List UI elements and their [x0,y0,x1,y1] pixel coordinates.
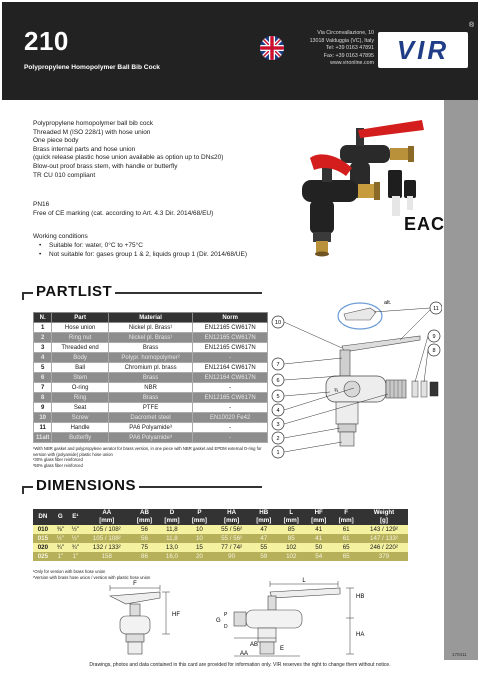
table-row: 1 Hose union Nickel pl. Brass¹ EN12165 CW617N [34,323,268,333]
dim-label-ab: AB [250,642,259,648]
table-row: 4 Body Polypr. homopolymer² - [34,353,268,363]
dim-label-f: F [133,581,137,587]
butterfly-handle-icon [344,308,376,320]
partlist-title: PARTLIST [33,283,115,300]
table-row: 2 Ring nut Nickel pl. Brass¹ EN12165 CW617N [34,333,268,343]
col-header: N. [34,313,52,323]
table-row: 020 ¾" ¾" 132 / 133² 75 13,0 15 77 / 74² 55 102 50 65 246 / 220² [33,543,408,552]
dim-label-l: L [302,578,306,584]
table-row: 6 Stem Brass EN12164 CW617N [34,373,268,383]
website-link[interactable]: www.vironline.com [330,60,374,67]
dim-label-aa: AA [240,651,249,657]
product-subtitle: Polypropylene Homopolymer Ball Bib Cock [24,64,160,71]
table-row: 9 Seat PTFE - [34,403,268,413]
company-address: Via Circonvallazione, 10 13018 Valduggia (VC), Italy Tel: +39 0163 47891 Fax: +39 0163 47895 www.vironline.com [292,30,374,68]
col-header: Norm [193,313,268,323]
document-code: 170411 [452,652,467,657]
callout-10: 10 [274,320,282,326]
vir-logo: VIR [378,32,468,68]
lever-handle-drawing [342,336,420,352]
callout-2: 2 [276,436,280,442]
col-header: Part [52,313,108,323]
table-row: 025 1" 1" 158 86 16,0 20 90 59 102 54 65 379 [33,552,408,561]
callout-8: 8 [432,348,436,354]
eac-mark: EAC [404,214,446,234]
callout-7: 7 [276,362,280,368]
section-drawing [270,296,442,464]
col-header: Material [108,313,192,323]
callout-4: 4 [276,408,280,414]
footer-disclaimer: Drawings, photos and data contained in this card are provided for information only. VIR reserves the right to change them without notice. [89,662,391,668]
table-row: 3 Threaded end Brass EN12165 CW617N [34,343,268,353]
partlist-table [33,312,268,443]
working-conditions: Working conditions • Suitable for: water, 0°C to +75°C • Not suitable for: gases group 1 & 2, liquids group 1 (Dir. 2014/68/UE) [33,232,247,259]
callout-3: 3 [276,422,280,428]
table-row: 5 Ball Chromium pl. brass EN12164 CW617N [34,363,268,373]
table-row: 015 ½" ½" 105 / 108² 56 11,8 10 55 / 56² 47 85 41 61 147 / 133² [33,534,408,543]
table-row: 010 ⅜" ½" 105 / 108² 56 11,8 10 55 / 56² 47 85 41 61 143 / 129² [33,525,408,534]
dim-label-d: D [224,624,228,630]
plastic-hose-union [388,170,416,216]
alt-label: alt. [384,300,392,306]
pressure-rating: PN16 Free of CE marking (cat. according to Art. 4.3 Dir. 2014/68/EU) [33,201,214,217]
stem-drawing [340,350,350,376]
callout-9: 9 [432,334,436,340]
table-row: 11 Handle PA6 Polyamide³ - [34,423,268,433]
dimensions-table [33,509,408,561]
registered-mark: ® [469,22,475,29]
callout-5: 5 [276,394,280,400]
product-photo [280,110,440,270]
size-marking: ¾ [334,388,339,394]
partlist-notes: ¹With NBR gasket and polypropylene aerator for brass version, in one piece with NBR gasket and EPDM external O-ring for version with (polyamide) plastic hose union ²30% glass fiber reinforced ³50% glass fiber reinforced [33,446,262,468]
table-row: 10 Screw Dacromet steel EN10020 Fe42 [34,413,268,423]
threaded-end-drawing [386,380,406,398]
table-row: 8 Ring Brass EN12165 CW617N [34,393,268,403]
model-number: 210 [24,26,69,56]
product-description: Polypropylene homopolymer ball bib cock Threaded M (ISO 228/1) with hose union One piece body Brass internal parts and hose union (quick release plastic hose union available as option up to DN≤20) Blow-out proof brass stem, with handle or butterfly TR CU 010 compliant [33,120,224,179]
partlist-header-row [34,313,268,323]
dimension-drawing-side [210,576,370,662]
dimension-drawing-front [96,578,196,660]
dimensions-title: DIMENSIONS [33,477,139,494]
dimensions-header-row: DN G E¹ AA [mm] AB [mm] D [mm] P [mm] HA [mm] HB [mm] L [mm] HF [mm] F [mm] Weight [g] [33,509,408,525]
dim-label-hb: HB [356,594,365,600]
uk-flag-icon[interactable] [260,36,284,60]
ball-drawing [344,381,360,397]
dim-label-e: E [280,646,285,652]
callout-11: 11 [433,306,439,312]
callout-6: 6 [276,378,280,384]
callout-1: 1 [276,450,280,456]
table-row: 7 O-ring NBR - [34,383,268,393]
dimensions-notes: ¹Only for version with brass hose union ²Version with brass hose union / version with plastic hose union [33,569,151,580]
side-grey-bar [444,100,478,660]
dim-label-p: P [224,612,228,618]
table-row: 11alt Butterfly PA6 Polyamide³ - [34,433,268,443]
header-bar [2,2,478,100]
dim-label-ha: HA [356,632,365,638]
dim-label-hf: HF [172,612,180,618]
dim-label-g: G [216,618,221,624]
